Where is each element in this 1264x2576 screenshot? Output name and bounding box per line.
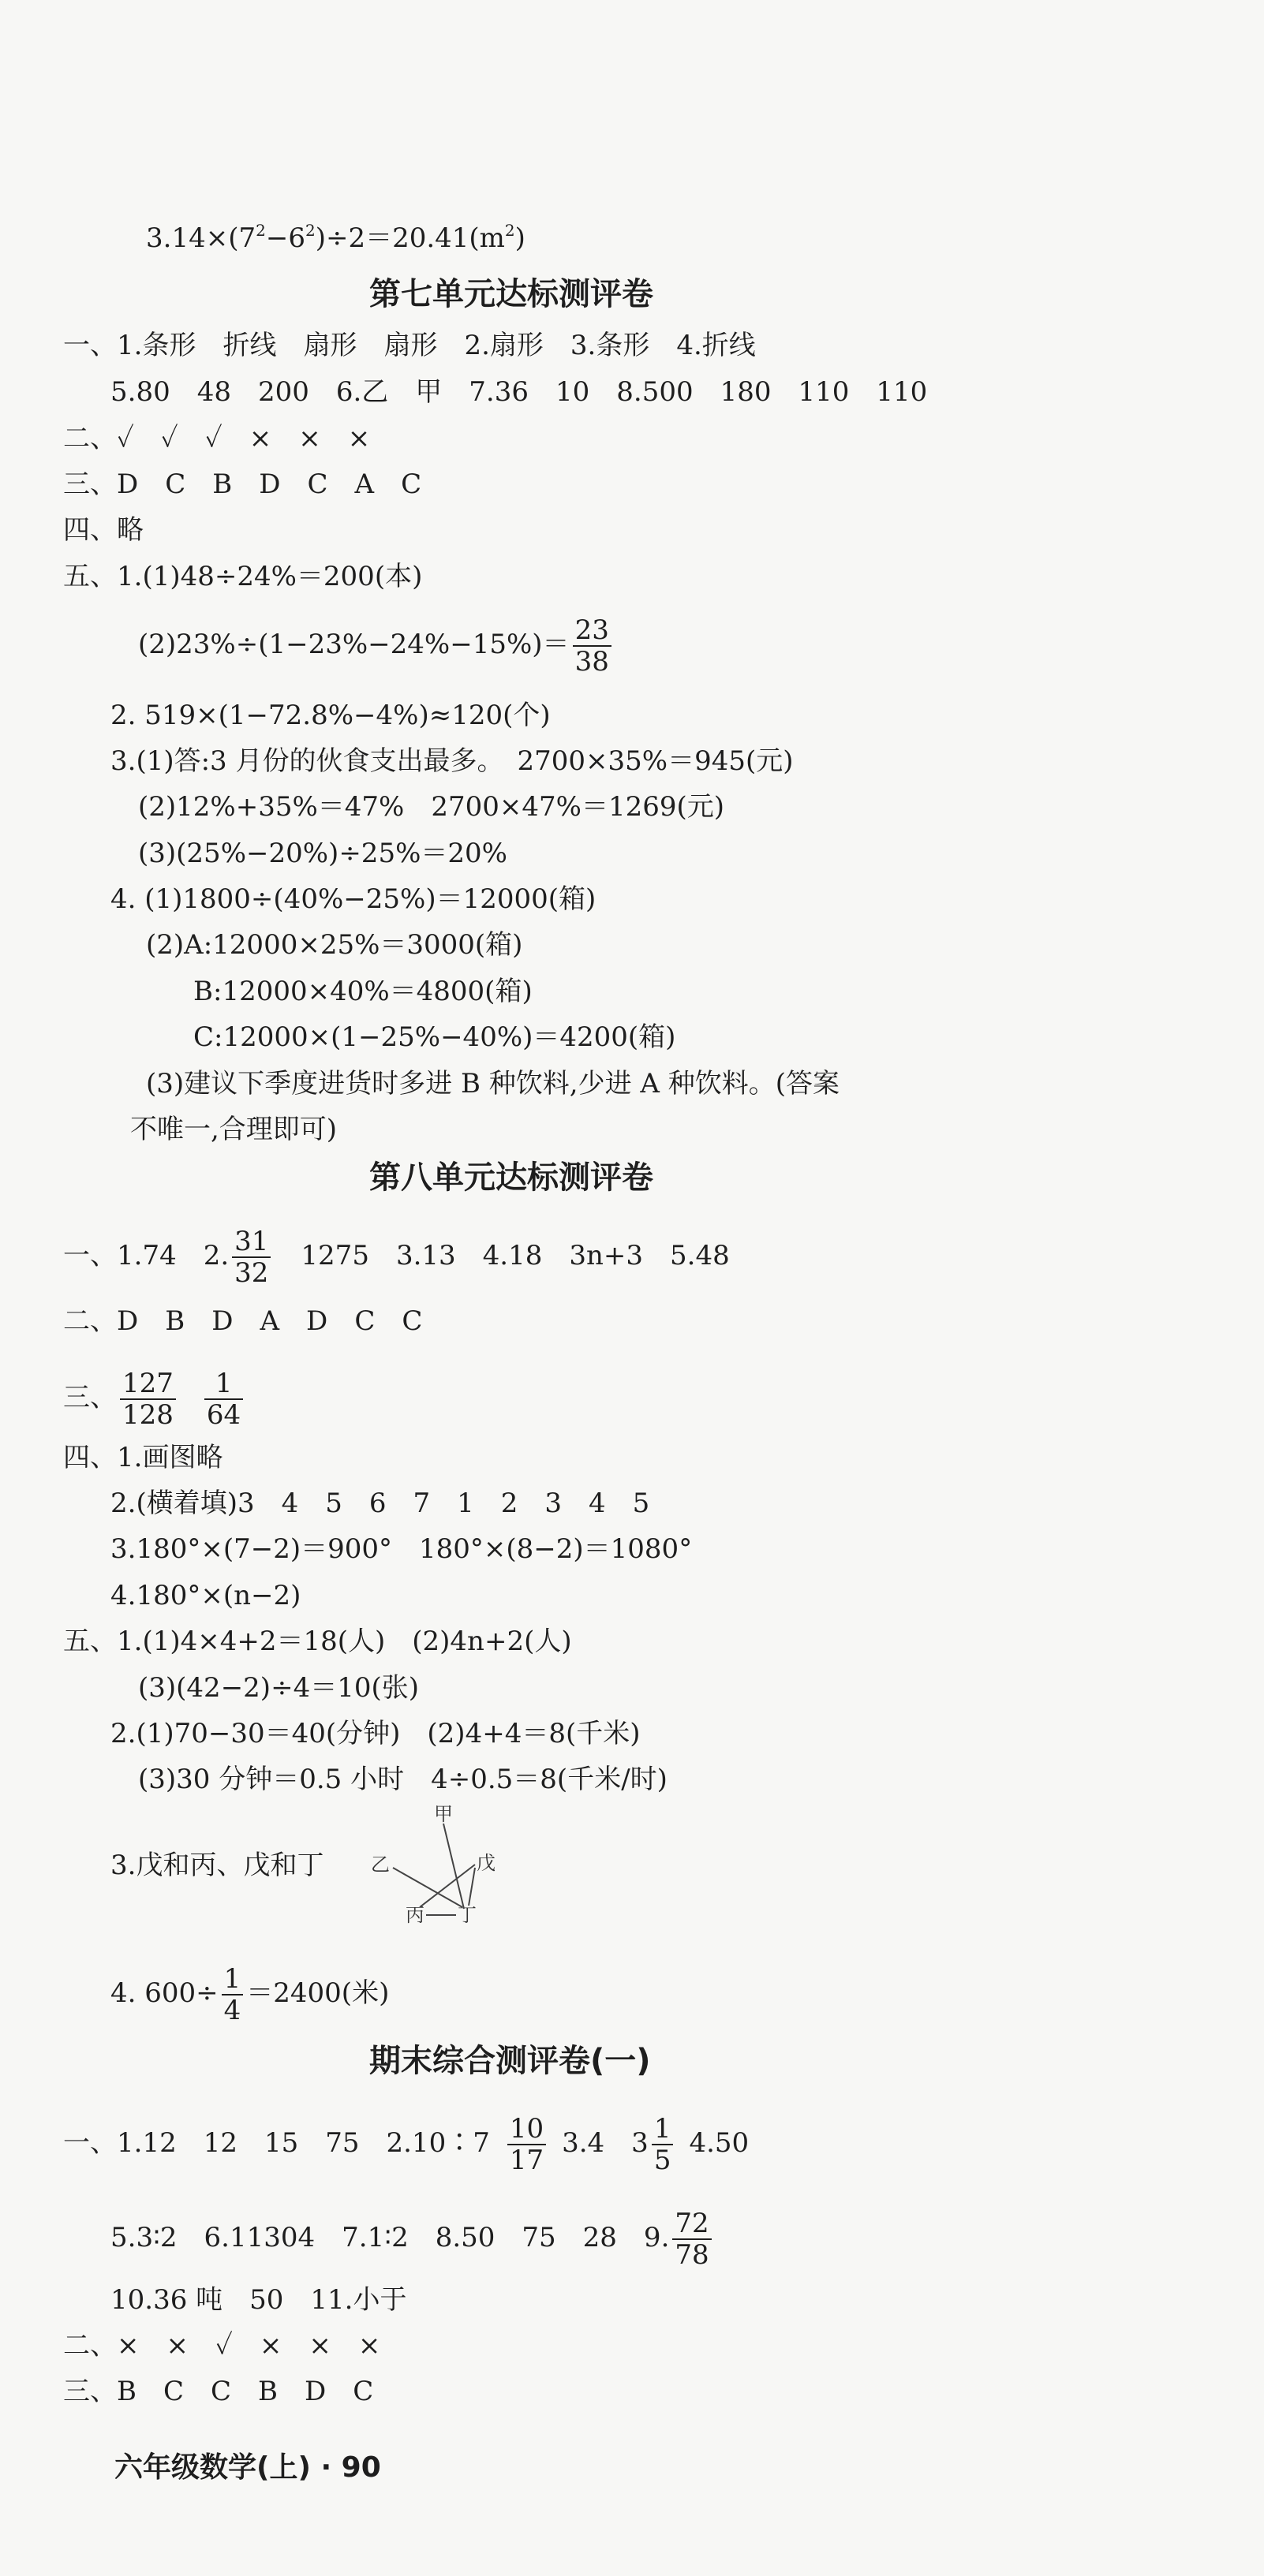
fraction: $\frac{72}{78}$	[672, 2208, 711, 2270]
unit7-line: 四、略	[63, 514, 144, 546]
fraction: $\frac{10}{17}$	[507, 2114, 546, 2175]
unit8-line: (3)30 分钟＝0.5 小时 4÷0.5＝8(千米/时)	[138, 1764, 668, 1795]
fraction: $\frac{31}{32}$	[232, 1226, 271, 1288]
fraction: $\frac{23}{38}$	[573, 615, 611, 677]
unit7-line: B:12000×40%＝4800(箱)	[193, 976, 533, 1007]
page-footer: 六年级数学(上) · 90	[114, 2451, 381, 2484]
unit8-line: 2.(横着填)3 4 5 6 7 1 2 3 4 5	[110, 1488, 650, 1519]
formula-line: $3.14\times(7^2-6^2)\div 2=20.41(m^2)$	[146, 220, 525, 254]
unit7-line: 2. 519×(1−72.8%−4%)≈120(个)	[110, 700, 551, 731]
fraction: $\frac{127}{128}$	[120, 1368, 176, 1430]
unit7-line: (3)建议下季度进货时多进 B 种饮料,少进 A 种饮料。(答案	[146, 1068, 840, 1099]
fraction: $\frac{1}{64}$	[204, 1368, 243, 1430]
node-wu: 戊	[477, 1852, 496, 1874]
unit7-line: 一、1.条形 折线 扇形 扇形 2.扇形 3.条形 4.折线	[63, 330, 756, 361]
node-ding: 丁	[458, 1904, 477, 1926]
unit8-line: 4.180°×(n−2)	[110, 1580, 301, 1611]
unit8-line: 四、1.画图略	[63, 1442, 223, 1473]
final1-title: 期末综合测评卷(一)	[369, 2043, 651, 2079]
final1-line: 二、× × ✓ × × ×	[63, 2330, 381, 2361]
fraction: $\frac{1}{4}$	[222, 1964, 244, 2025]
diagram-lines	[393, 1824, 475, 1915]
unit7-line: (2)23%÷(1−23%−24%−15%)＝ $\frac{23}{38}$	[138, 615, 615, 677]
node-jia: 甲	[434, 1803, 453, 1825]
unit7-line: 3.(1)答:3 月份的伙食支出最多。 2700×35%＝945(元)	[110, 745, 794, 777]
unit7-line: 三、D C B D C A C	[63, 469, 422, 500]
unit7-line: 不唯一,合理即可)	[130, 1114, 338, 1145]
final1-line: 5.3∶2 6.11304 7.1∶2 8.50 75 28 9. $\frac{72}{78}$	[110, 2208, 715, 2270]
unit7-line: 二、✓ ✓ ✓ × × ×	[63, 423, 371, 454]
unit8-line: 二、D B D A D C C	[63, 1305, 423, 1337]
unit8-title: 第八单元达标测评卷	[369, 1159, 653, 1196]
unit8-line: 3.180°×(7−2)＝900° 180°×(8−2)＝1080°	[110, 1533, 693, 1565]
unit8-line: 三、 $\frac{127}{128}$ $\frac{1}{64}$	[63, 1368, 246, 1430]
unit8-line: 五、1.(1)4×4+2＝18(人) (2)4n+2(人)	[63, 1626, 572, 1657]
final1-line: 三、B C C B D C	[63, 2376, 374, 2407]
unit7-line: 五、1.(1)48÷24%＝200(本)	[63, 561, 423, 592]
fraction: $\frac{1}{5}$	[652, 2114, 674, 2175]
unit7-line: 5.80 48 200 6.乙 甲 7.36 10 8.500 180 110 110	[110, 376, 928, 408]
final1-line: 10.36 吨 50 11.小于	[110, 2284, 407, 2316]
unit8-line: 2.(1)70−30＝40(分钟) (2)4+4＝8(千米)	[110, 1718, 641, 1749]
node-bing: 丙	[406, 1904, 424, 1926]
unit7-line: C:12000×(1−25%−40%)＝4200(箱)	[193, 1021, 676, 1053]
unit8-line: 一、1.74 2. $\frac{31}{32}$ 1275 3.13 4.18 3n+3 5.48	[63, 1226, 730, 1289]
unit7-title: 第七单元达标测评卷	[369, 276, 653, 312]
unit7-line: 4. (1)1800÷(40%−25%)＝12000(箱)	[110, 883, 596, 915]
node-yi: 乙	[371, 1854, 390, 1876]
final1-line: 一、1.12 12 15 75 2.10∶7 $\frac{10}{17}$ 3.4 3 $\frac{1}{5}$ 4.50	[63, 2113, 750, 2176]
unit7-line: (2)A:12000×25%＝3000(箱)	[146, 929, 523, 961]
unit8-line: 4. 600÷ $\frac{1}{4}$ ＝2400(米)	[110, 1963, 390, 2026]
connection-diagram	[371, 1798, 529, 1940]
unit7-line: (2)12%+35%＝47% 2700×47%＝1269(元)	[138, 791, 725, 823]
unit7-line: (3)(25%−20%)÷25%＝20%	[138, 838, 507, 869]
unit8-line: (3)(42−2)÷4＝10(张)	[138, 1672, 419, 1704]
unit8-line: 3.戊和丙、戊和丁	[110, 1850, 324, 1881]
